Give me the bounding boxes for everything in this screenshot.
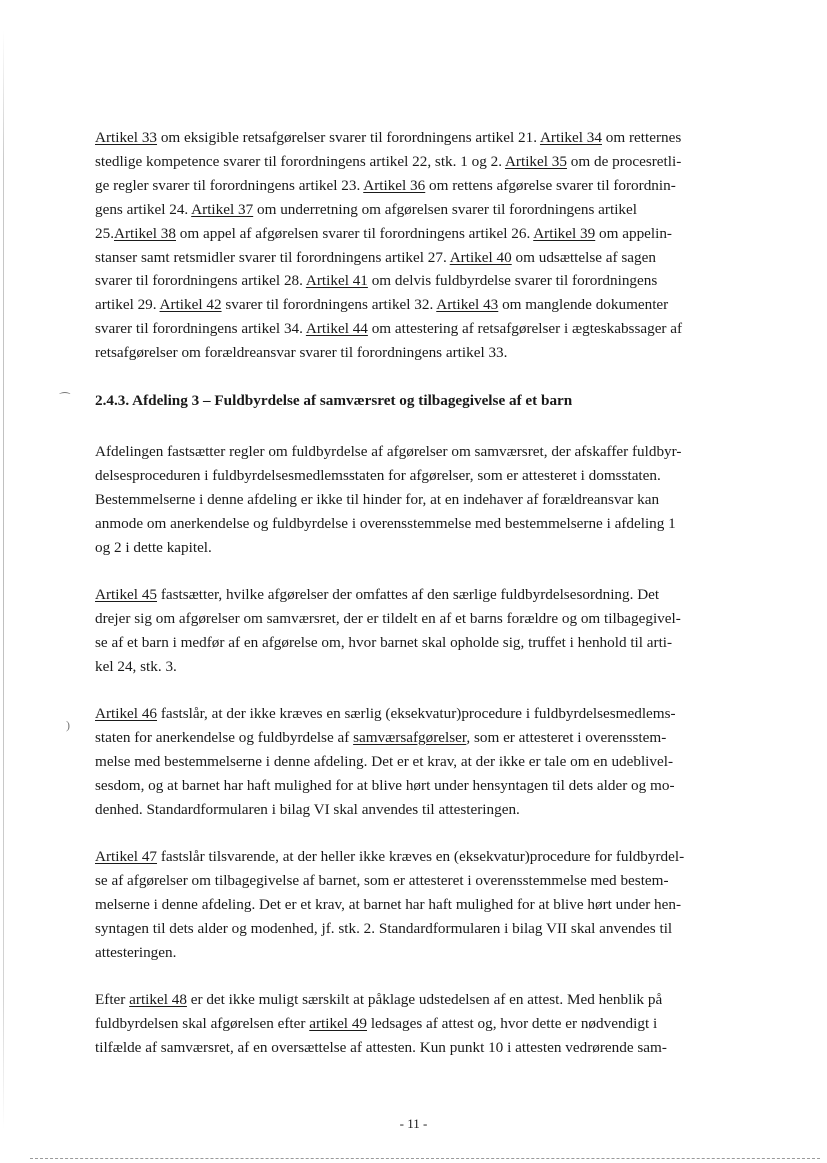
text-line: kel 24, stk. 3. xyxy=(95,657,177,675)
text-run: er det ikke muligt særskilt at påklage udstedelsen af en attest. Med henblik på xyxy=(186,991,663,1008)
text-run: retsafgørelser om forældreansvar svarer til forordningens artikel 33. xyxy=(95,344,508,362)
article-link[interactable]: Artikel 41 xyxy=(305,272,368,290)
text-line: sesdom, og at barnet har haft mulighed for at blive hørt under hensyntagen til dets alder og mo- xyxy=(95,776,675,794)
scan-edge-left xyxy=(3,30,4,1130)
text-run: fastsætter, hvilke afgørelser der omfattes af den særlige fuldbyrdelsesordning. Det xyxy=(157,586,660,603)
article-link[interactable]: Artikel 43 xyxy=(436,296,499,314)
text-run: om rettens afgørelse svarer til forordnin- xyxy=(425,176,676,194)
text-line: og 2 i dette kapitel. xyxy=(95,538,212,556)
text-line xyxy=(95,174,747,198)
paragraph-artikel-48-49 xyxy=(95,988,747,1060)
article-link[interactable]: Artikel 47 xyxy=(95,848,158,865)
text-line: syntagen til dets alder og modenhed, jf. stk. 2. Standardformularen i bilag VII skal anvendes til xyxy=(95,919,673,937)
text-line: melserne i denne afdeling. Det er et krav, at barnet har haft mulighed for at blive hørt under hen- xyxy=(95,895,682,913)
text-run: artikel 29. xyxy=(95,296,160,314)
text-run: om underretning om afgørelsen svarer til forordningens artikel xyxy=(253,200,637,218)
article-link[interactable]: Artikel 44 xyxy=(305,320,368,338)
text-run: om manglende dokumenter xyxy=(498,296,669,314)
text-line xyxy=(95,988,747,1012)
article-link[interactable]: artikel 48 xyxy=(129,991,187,1008)
text-run: Efter xyxy=(95,991,130,1008)
text-line xyxy=(95,726,747,750)
text-run: ledsages af attest og, hvor dette er nødvendigt i xyxy=(367,1014,658,1032)
text-line xyxy=(95,317,747,341)
text-line xyxy=(95,198,747,222)
text-line xyxy=(95,126,747,150)
text-run: om udsættelse af sagen xyxy=(511,248,656,266)
text-run: om appel af afgørelsen svarer til forordningens artikel 26. xyxy=(176,224,534,242)
text-run: svarer til forordningens artikel 34. xyxy=(95,320,306,338)
text-line xyxy=(95,341,747,365)
text-line xyxy=(95,583,747,607)
paragraph-afdeling-intro xyxy=(95,440,747,560)
text-line: Afdelingen fastsætter regler om fuldbyrdelse af afgørelser om samværsret, der afskaffer fuldbyr- xyxy=(95,443,682,460)
text-line xyxy=(95,702,747,726)
article-link[interactable]: artikel 49 xyxy=(309,1014,368,1032)
paragraph-artikel-47 xyxy=(95,845,747,965)
article-link[interactable]: Artikel 45 xyxy=(95,586,158,603)
article-link[interactable]: Artikel 38 xyxy=(113,224,176,242)
text-run: staten for anerkendelse og fuldbyrdelse af xyxy=(95,728,354,746)
text-line: drejer sig om afgørelser om samværsret, der er tildelt en af et barns forældre og om tilbagegivel- xyxy=(95,609,681,627)
text-line: tilfælde af samværsret, af en oversættelse af attesten. Kun punkt 10 i attesten vedrørende sam- xyxy=(95,1038,667,1056)
text-line: se af afgørelser om tilbagegivelse af barnet, som er attesteret i overensstemmelse med bestem- xyxy=(95,871,669,889)
article-link[interactable]: Artikel 36 xyxy=(363,176,426,194)
text-line xyxy=(95,293,747,317)
text-run: stedlige kompetence svarer til forordningens artikel 22, stk. 1 og 2. xyxy=(95,152,505,170)
text-line xyxy=(95,269,747,293)
text-run: om attestering af retsafgørelser i ægteskabssager af xyxy=(367,320,683,338)
article-link[interactable]: Artikel 40 xyxy=(449,248,512,266)
text-line: anmode om anerkendelse og fuldbyrdelse i overensstemmelse med bestemmelserne i afdeling 1 xyxy=(95,514,676,532)
text-run: svarer til forordningens artikel 28. xyxy=(95,272,306,290)
text-run: gens artikel 24. xyxy=(95,200,192,218)
scan-mark-dash: ⁀ xyxy=(60,392,70,406)
section-heading: 2.4.3. Afdeling 3 – Fuldbyrdelse af samværsret og tilbagegivelse af et barn xyxy=(95,392,573,409)
text-run: , som er attesteret i overensstem- xyxy=(466,728,667,746)
text-line xyxy=(95,845,747,869)
text-line: se af et barn i medfør af en afgørelse om, hvor barnet skal opholde sig, truffet i henhold til arti- xyxy=(95,633,673,651)
article-link[interactable]: Artikel 42 xyxy=(159,296,222,314)
text-run: 25. xyxy=(95,224,114,242)
text-run: fastslår, at der ikke kræves en særlig (eksekvatur)procedure i fuldbyrdelsesmedlems- xyxy=(157,705,676,722)
text-line xyxy=(95,222,747,246)
text-line xyxy=(95,150,747,174)
text-run: om appelin- xyxy=(595,224,672,242)
samvaersafgoerelser-link[interactable]: samværsafgørelser xyxy=(353,728,467,746)
paragraph-articles-33-44 xyxy=(95,126,747,365)
text-run: om retternes xyxy=(601,129,682,146)
paragraph-artikel-46 xyxy=(95,702,747,822)
text-line xyxy=(95,1012,747,1036)
paragraph-artikel-45 xyxy=(95,583,747,679)
article-link[interactable]: Artikel 34 xyxy=(539,129,602,146)
text-line: melse med bestemmelserne i denne afdeling. Det er et krav, at der ikke er tale om en udeblivel- xyxy=(95,752,674,770)
article-link[interactable]: Artikel 39 xyxy=(533,224,596,242)
page-number: - 11 - xyxy=(399,1116,428,1131)
text-line: delsesproceduren i fuldbyrdelsesmedlemsstaten for afgørelser, som er attesteret i domsstaten. xyxy=(95,466,661,484)
text-run: fuldbyrdelsen skal afgørelsen efter xyxy=(95,1014,310,1032)
article-link[interactable]: Artikel 37 xyxy=(191,200,254,218)
text-line xyxy=(95,246,747,270)
article-link[interactable]: Artikel 33 xyxy=(95,129,158,146)
text-run: om delvis fuldbyrdelse svarer til forordningens xyxy=(367,272,658,290)
text-line: Bestemmelserne i denne afdeling er ikke til hinder for, at en indehaver af forældreansvar kan xyxy=(95,490,660,508)
text-line: attesteringen. xyxy=(95,943,177,961)
scan-edge-bottom xyxy=(30,1158,820,1160)
scan-mark-paren: ) xyxy=(66,718,70,732)
text-line: denhed. Standardformularen i bilag VI skal anvendes til attesteringen. xyxy=(95,800,520,818)
text-run: om eksigible retsafgørelser svarer til forordningens artikel 21. xyxy=(157,129,540,146)
text-run: fastslår tilsvarende, at der heller ikke kræves en (eksekvatur)procedure for fuldbyrdel- xyxy=(157,848,685,865)
text-run: ge regler svarer til forordningens artikel 23. xyxy=(95,176,364,194)
text-run: stanser samt retsmidler svarer til forordningens artikel 27. xyxy=(95,248,450,266)
article-link[interactable]: Artikel 46 xyxy=(95,705,158,722)
article-link[interactable]: Artikel 35 xyxy=(504,152,567,170)
text-run: om de procesretli- xyxy=(566,152,682,170)
text-run: svarer til forordningens artikel 32. xyxy=(221,296,437,314)
